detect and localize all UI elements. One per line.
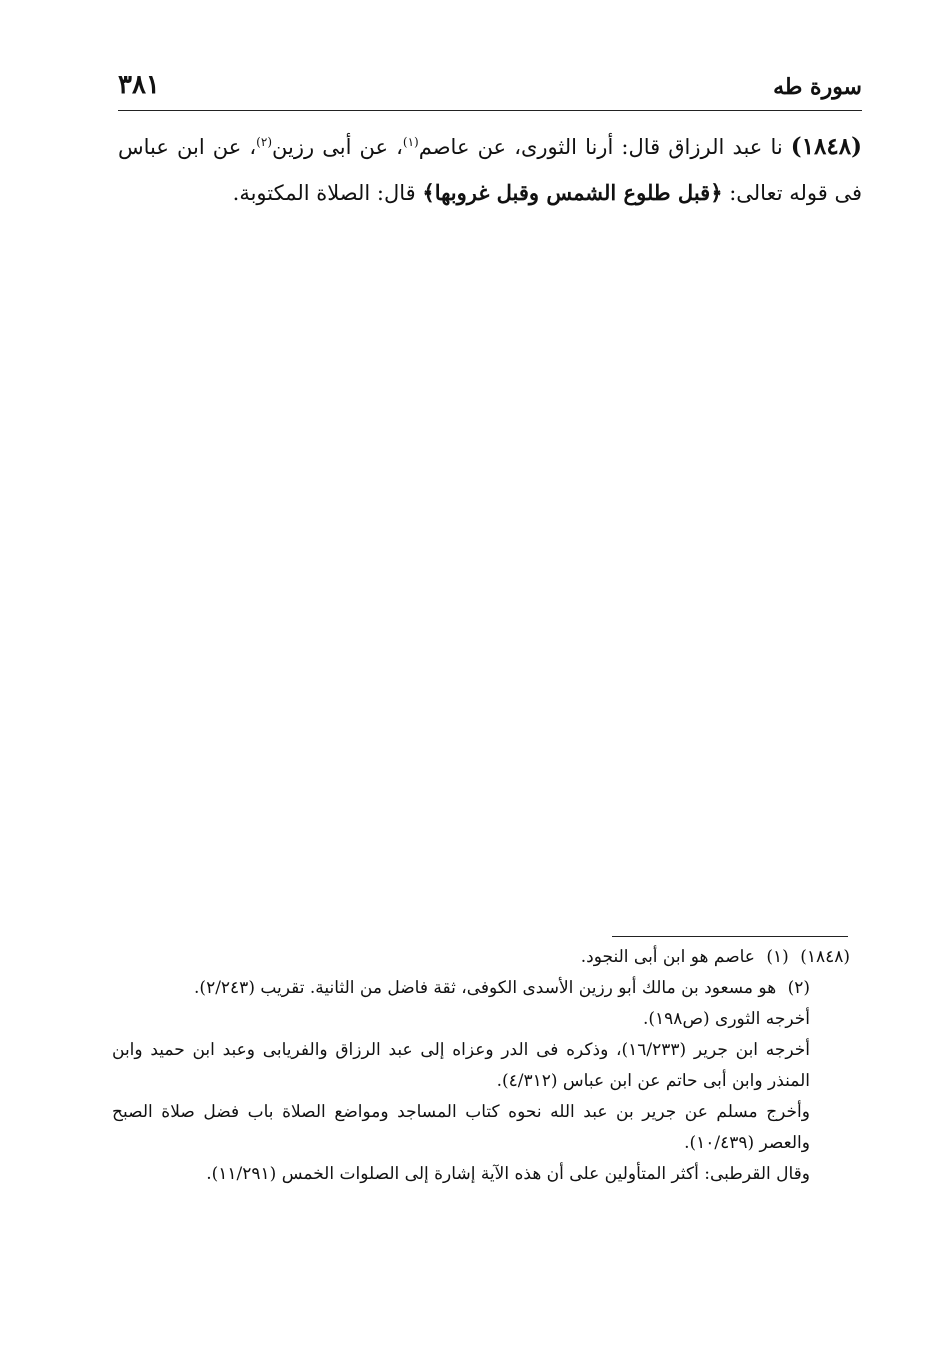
hadith-number: (١٨٤٨): [790, 133, 862, 160]
header-divider: [118, 110, 862, 111]
takhrij-line: وقال القرطبى: أكثر المتأولين على أن هذه الآية إشارة إلى الصلوات الخمس (١١/٢٩١).: [206, 1164, 810, 1184]
takhrij-line: أخرجه الثورى (ص١٩٨).: [642, 1009, 810, 1029]
surah-title: سورة طه: [773, 74, 862, 100]
footnote-ref-1: (١): [402, 135, 419, 149]
hadith-text-part-1: نا عبد الرزاق قال: أرنا الثورى، عن عاصم: [418, 135, 783, 159]
hadith-text-part-4: قال: الصلاة المكتوبة.: [232, 181, 416, 205]
footnote-1-text: عاصم هو ابن أبى النجود.: [580, 947, 755, 967]
hadith-text-part-2: ، عن أبى رزين: [272, 135, 403, 159]
running-header: [118, 70, 862, 110]
takhrij-line: وأخرج مسلم عن جرير بن عبد الله نحوه كتاب المساجد ومواضع الصلاة باب فضل صلاة الصبح والعصر (١٠/٤٣٩).: [112, 1102, 810, 1153]
takhrij-line: أخرجه ابن جرير (١٦/٢٣٣)، وذكره فى الدر وعزاه إلى عبد الرزاق والفريابى وعبد ابن حميد وابن المنذر وابن أبى حاتم عن ابن عباس (٤/٣١٢).: [112, 1040, 810, 1091]
footnote-2-number: (٢): [787, 978, 810, 998]
hadith-paragraph: [118, 124, 862, 216]
footnote-1-number: (١): [766, 947, 789, 967]
footnote-2: [112, 973, 850, 1004]
footnote-ref-2: (٢): [256, 135, 272, 149]
page-number: ٣٨١: [118, 70, 160, 100]
footnote-hadith-ref: (١٨٤٨): [800, 947, 850, 967]
footnote-divider: [612, 936, 848, 937]
footnotes-section: [112, 942, 850, 1190]
quran-quote: ﴿قبل طلوع الشمس وقبل غروبها﴾: [422, 180, 723, 205]
footnote-1: [112, 942, 850, 973]
hadith-text-part-3: ، عن ابن عباس فى قوله تعالى:: [118, 135, 862, 205]
footnote-2-text: هو مسعود بن مالك أبو رزين الأسدى الكوفى، ثقة فاضل من الثانية. تقريب (٢/٢٤٣).: [194, 978, 777, 998]
